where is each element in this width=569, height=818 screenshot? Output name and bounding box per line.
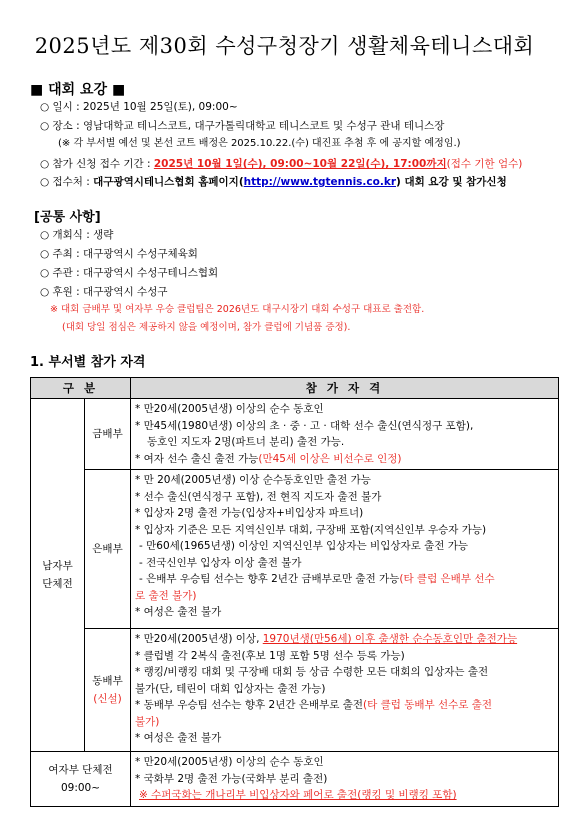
table-row-bronze: [31, 629, 559, 752]
silver-line-3: * 입상자 2명 출전 가능(입상자+비입상자 파트너): [135, 507, 364, 519]
common-heading: [공통 사항]: [34, 210, 101, 225]
silver-line-1: * 만 20세(2005년생) 이상 순수동호인만 출전 가능: [135, 474, 371, 486]
col-category: 구 분: [31, 378, 131, 399]
participation-heading: 1. 부서별 참가 자격: [30, 355, 146, 370]
page-title: 2025년도 제30회 수성구청장기 생활체육테니스대회: [34, 34, 535, 58]
reception-bold2: ) 대회 요강 및 참가신청: [396, 176, 507, 188]
bronze-line-7: * 여성은 출전 불가: [135, 732, 222, 744]
col-qualification: 참 가 자 격: [131, 378, 559, 399]
bronze-line-4: 불가(단, 테린이 대회 입상자는 출전 가능): [135, 682, 326, 695]
women-items: [131, 752, 559, 807]
women-label-cell: [31, 752, 131, 807]
overview-venue-note: (※ 각 부서별 예선 및 본선 코트 배정은 2025.10.22.(수) 대진표 추첨 후 에 공지할 예정임.): [58, 138, 461, 149]
gold-line-1: * 만20세(2005년생) 이상의 순수 동호인: [135, 403, 324, 415]
common-host: ○ 주최 : 대구광역시 수성구체육회: [40, 248, 198, 260]
gold-line-3: 동호인 지도자 2명(파트너 분리) 출전 가능.: [147, 436, 345, 448]
reception-link[interactable]: http://www.tgtennis.co.kr: [243, 176, 396, 188]
bronze-line-6: 불가): [135, 715, 160, 728]
men-team-label: [31, 399, 85, 752]
common-opening: ○ 개회식 : 생략: [40, 229, 114, 241]
silver-line-2: * 선수 출신(연식정구 포함), 전 현직 지도자 출전 불가: [135, 490, 382, 503]
bronze-line-5-red: (타 클럽 동배부 선수로 출전: [363, 699, 493, 711]
bronze-label-cell: [85, 629, 131, 752]
table-row-women: [31, 752, 559, 807]
silver-items: [131, 470, 559, 629]
gold-line-2: * 만45세(1980년생) 이상의 초 · 중 · 고 · 대학 선수 출신(연식정구 포함),: [135, 419, 474, 432]
silver-line-5: - 만60세(1965년생) 이상인 지역신인부 입상자는 비입상자로 출전 가능: [139, 540, 469, 552]
apply-period: 2025년 10월 1일(수), 09:00~10월 22일(수), 17:00까지: [153, 158, 447, 170]
gold-line-4: [135, 451, 554, 468]
apply-suffix: (접수 기한 엄수): [446, 158, 523, 170]
common-note2: (대회 당일 점심은 제공하지 않을 예정이며, 참가 클럽에 기념품 증정).: [62, 322, 351, 333]
overview-reception: [40, 175, 507, 189]
women-line-2: * 국화부 2명 출전 가능(국화부 분리 출전): [135, 772, 328, 785]
silver-line-9: * 여성은 출전 불가: [135, 606, 222, 618]
bronze-line-1: [135, 631, 554, 648]
women-line-3: ※ 수퍼국화는 개나리부 비입상자와 페어로 출전(랭킹 및 비랭킹 포함): [139, 789, 457, 801]
bronze-line-1-prefix: * 만20세(2005년생) 이상,: [135, 633, 263, 645]
bronze-line-5-prefix: * 동배부 우승팀 선수는 향후 2년간 은배부로 출전: [135, 699, 364, 711]
reception-bold1: 대구광역시테니스협회 홈페이지(: [93, 176, 244, 188]
silver-line-4: * 입상자 기준은 모든 지역신인부 대회, 구장배 포함(지역신인부 우승자 가능): [135, 523, 487, 536]
common-organizer: ○ 주관 : 대구광역시 수성구테니스협회: [40, 267, 219, 279]
overview-apply: [40, 157, 522, 171]
bronze-line-1-red: 1970년생(만56세) 이후 출생한 순수동호인만 출전가능: [262, 633, 518, 645]
common-note1: ※ 대회 금배부 및 여자부 우승 클럽팀은 2026년도 대구시장기 대회 수성구 대표로 출전함.: [50, 304, 425, 315]
overview-venue: ○ 장소 : 영남대학교 테니스코트, 대구가톨릭대학교 테니스코트 및 수성구 관내 테니스장: [40, 120, 445, 132]
women-line-1: * 만20세(2005년생) 이상의 순수 동호인: [135, 756, 324, 768]
bronze-label: 동배부: [92, 675, 123, 687]
men-label-text: 남자부 단체전: [42, 560, 73, 590]
gold-line-4-prefix: * 여자 선수 출신 출전 가능: [135, 452, 259, 465]
participation-table: [30, 377, 559, 807]
silver-line-7-red: (타 클럽 은배부 선수: [399, 573, 495, 585]
overview-heading: ■ 대회 요강 ■: [30, 82, 126, 98]
common-sponsor: ○ 후원 : 대구광역시 수성구: [40, 286, 168, 298]
silver-line-6: - 전국신인부 입상자 이상 출전 불가: [139, 556, 302, 569]
apply-prefix: ○ 참가 신청 접수 기간 :: [40, 158, 154, 170]
gold-items: [131, 399, 559, 470]
gold-label: 금배부: [85, 399, 131, 470]
reception-prefix: ○ 접수처 :: [40, 176, 94, 188]
women-time: 09:00~: [60, 781, 101, 794]
table-row-gold: [31, 399, 559, 470]
women-label: 여자부 단체전: [48, 763, 113, 776]
silver-label: 은배부: [85, 470, 131, 629]
bronze-items: [131, 629, 559, 752]
table-row-silver: [31, 470, 559, 629]
gold-line-4-red: (만45세 이상은 비선수로 인정): [258, 452, 402, 465]
silver-line-8: 로 출전 불가): [135, 589, 197, 602]
table-header-row: [31, 378, 559, 399]
bronze-line-2: * 클럽별 각 2복식 출전(후보 1명 포함 5명 선수 등록 가능): [135, 649, 405, 662]
bronze-line-3: * 랭킹/비랭킹 대회 및 구장배 대회 등 상금 수령한 모든 대회의 입상자는 출전: [135, 666, 489, 678]
silver-line-7-prefix: - 은배부 우승팀 선수는 향후 2년간 금배부로만 출전 가능: [139, 573, 400, 585]
bronze-line-5: [135, 697, 554, 714]
overview-date: ○ 일시 : 2025년 10월 25일(토), 09:00~: [40, 101, 238, 113]
bronze-label-sub: (신설): [93, 693, 122, 705]
silver-line-7: [135, 571, 554, 588]
